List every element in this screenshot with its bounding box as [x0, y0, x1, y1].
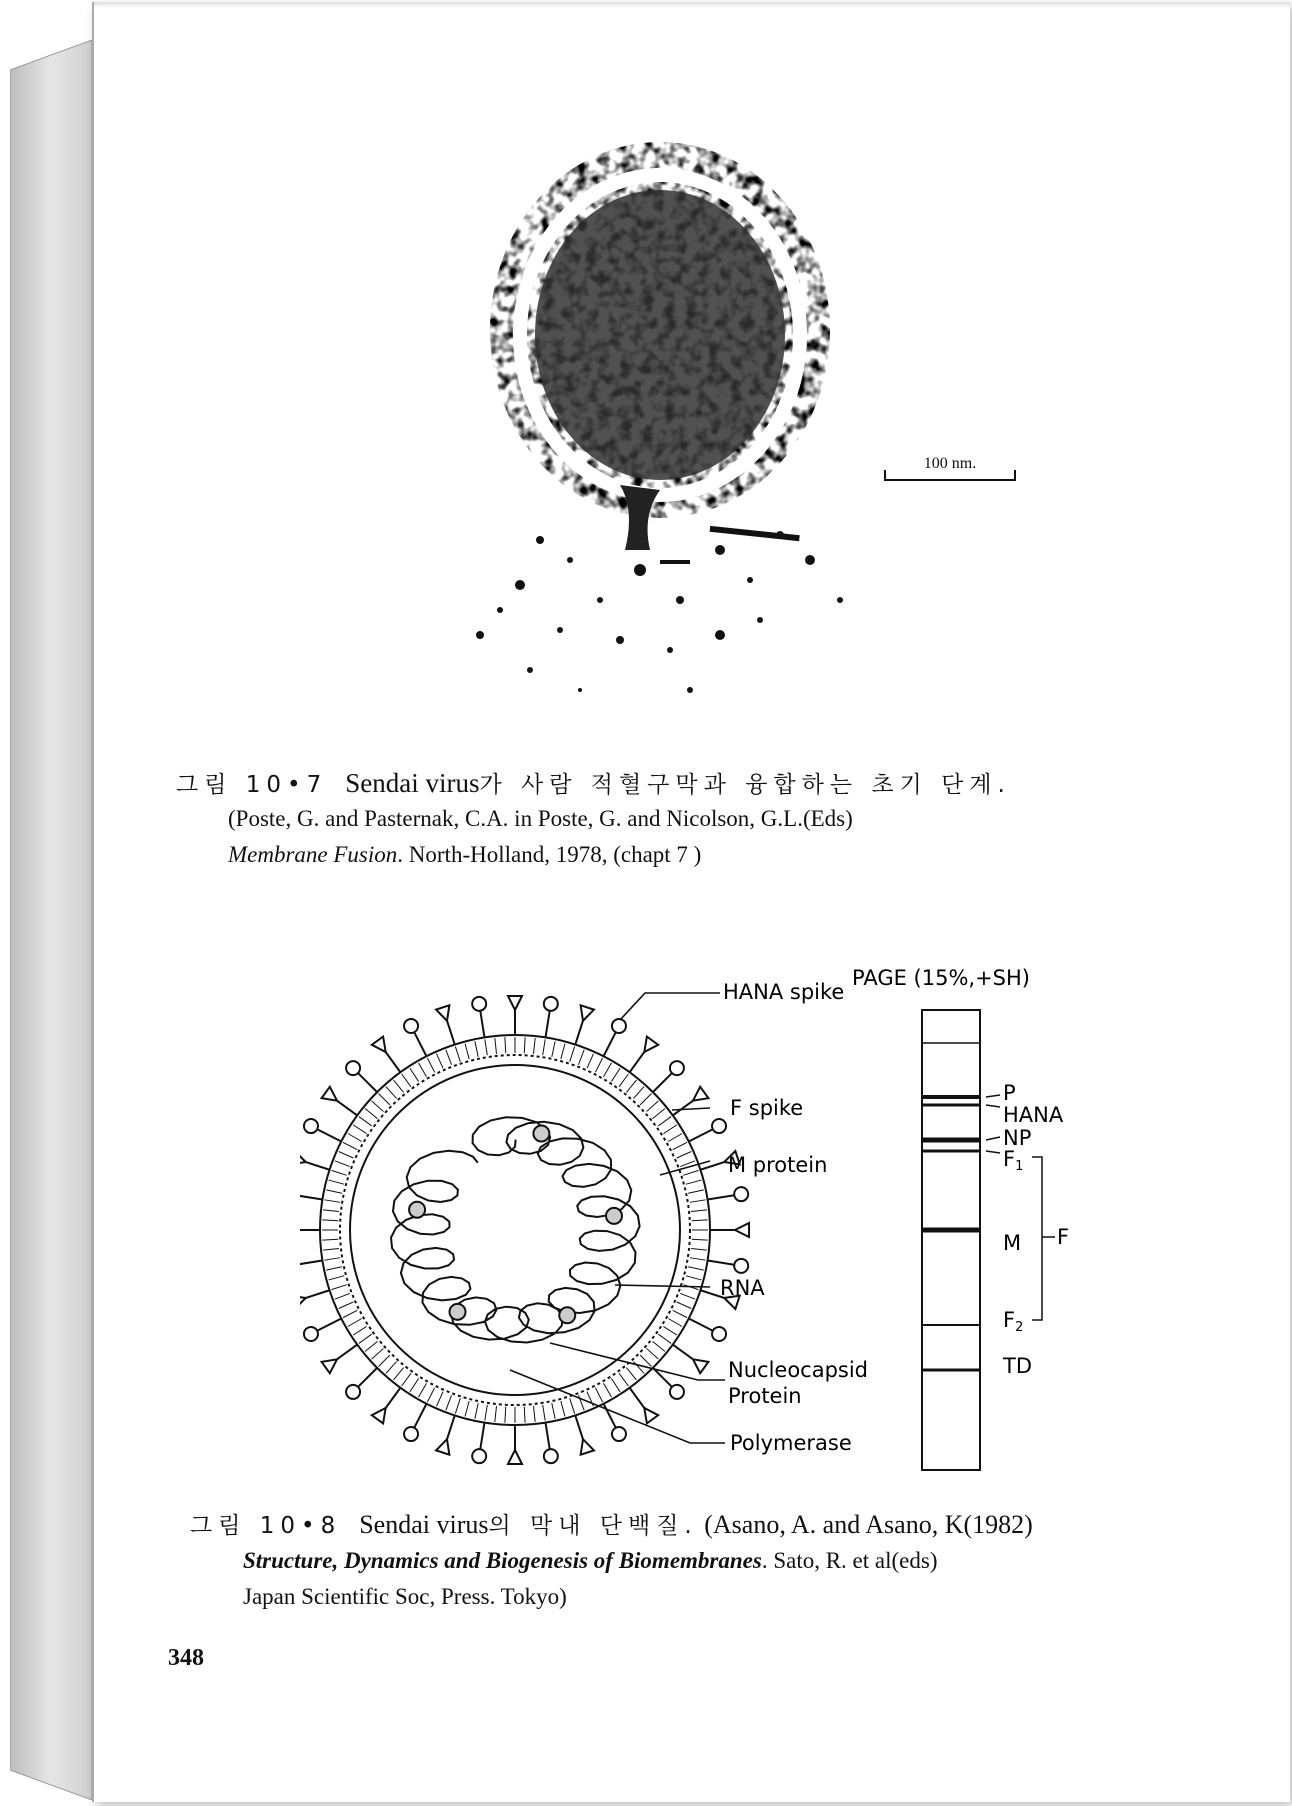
membrane-tick: [475, 1041, 478, 1057]
membrane-tick: [485, 1039, 488, 1055]
polymerase-unit: [409, 1202, 425, 1218]
sendai-virus-diagram: [300, 965, 1170, 1485]
membrane-tick: [495, 1406, 497, 1422]
spike-stem: [317, 1319, 341, 1331]
membrane-tick: [692, 1220, 708, 1221]
membrane-tick: [348, 1134, 362, 1142]
spike-stem: [480, 1423, 484, 1450]
spike-stem: [317, 1129, 341, 1141]
membrane-tick: [339, 1151, 354, 1158]
membrane-tick: [683, 1170, 698, 1175]
spike-stem: [653, 1073, 672, 1092]
membrane-tick: [658, 1334, 671, 1343]
membrane-tick: [359, 1117, 372, 1126]
membrane-tick: [455, 1398, 460, 1413]
membrane-tick: [329, 1276, 344, 1280]
membrane-tick: [690, 1258, 706, 1261]
membrane-tick: [353, 1326, 366, 1335]
f-spike-head: [581, 1005, 594, 1020]
membrane-tick: [324, 1200, 340, 1203]
membrane-tick: [658, 1117, 671, 1126]
spike-stem: [358, 1073, 377, 1092]
membrane-tick: [436, 1054, 443, 1069]
f-spike-head: [644, 1037, 658, 1052]
figure1-reference-line1: (Poste, G. and Pasternak, C.A. in Poste, G. and Nicolson, G.L.(Eds): [228, 806, 853, 831]
membrane-tick: [653, 1341, 665, 1351]
membrane-tick: [335, 1293, 350, 1299]
membrane-tick: [329, 1180, 344, 1184]
hana-spike-head: [544, 1449, 558, 1463]
figure1-book-title: Membrane Fusion: [228, 842, 398, 867]
membrane-tick: [465, 1401, 469, 1416]
membrane-tick: [647, 1348, 659, 1359]
outer-membrane: [320, 1035, 710, 1425]
f-spike-head: [508, 1450, 522, 1464]
membrane-tick: [570, 1398, 575, 1413]
figure2-book-title: Structure, Dynamics and Biogenesis of Biomembranes: [243, 1548, 762, 1573]
hana-spike-head: [712, 1119, 726, 1133]
hana-spike-head: [304, 1327, 318, 1341]
membrane-tick: [626, 1080, 636, 1092]
membrane-tick: [505, 1037, 506, 1053]
membrane-tick: [640, 1355, 651, 1366]
figure2-label: 그림 10•8: [190, 1513, 342, 1539]
membrane-tick: [578, 1050, 584, 1065]
membrane-tick: [402, 1074, 411, 1087]
membrane-tick: [688, 1267, 704, 1270]
band-label-f2: F2: [1003, 1308, 1024, 1335]
membrane-tick: [633, 1362, 644, 1374]
hana-spike-head: [346, 1061, 360, 1075]
f-spike-head: [436, 1439, 449, 1454]
membrane-tick: [570, 1046, 575, 1061]
f-spike-head: [322, 1087, 337, 1101]
nucleocapsid-helix: [391, 1117, 640, 1342]
spike-stem: [604, 1032, 616, 1056]
hana-spike-head: [670, 1061, 684, 1075]
membrane-tick: [331, 1285, 346, 1290]
membrane-tick: [688, 1190, 704, 1193]
membrane-tick: [690, 1200, 706, 1203]
membrane-tick: [604, 1063, 612, 1077]
polymerase-unit: [559, 1307, 575, 1323]
figure2-reference-rest: . Sato, R. et al(eds): [761, 1548, 938, 1573]
spike-stem: [546, 1423, 550, 1450]
spike-stem: [689, 1129, 713, 1141]
membrane-tick: [339, 1302, 354, 1309]
membrane-tick: [626, 1368, 636, 1380]
band-label-p: P: [1003, 1081, 1016, 1105]
label-rna: RNA: [720, 1276, 765, 1300]
spike-stem: [358, 1368, 377, 1387]
membrane-tick: [680, 1293, 695, 1299]
membrane-tick: [561, 1401, 565, 1416]
membrane-tick: [386, 1362, 397, 1374]
spike-stem: [708, 1261, 735, 1265]
membrane-tick: [386, 1087, 397, 1099]
label-polymerase: Polymerase: [730, 1431, 852, 1455]
label-nucleocapsid: Nucleocapsid: [728, 1358, 869, 1382]
polymerase-unit: [606, 1208, 622, 1224]
spike-stem: [414, 1032, 426, 1056]
membrane-tick: [543, 1405, 546, 1421]
membrane-tick: [324, 1258, 340, 1261]
membrane-tick: [410, 1068, 419, 1081]
spike-stem: [300, 1195, 322, 1199]
hana-spike-head: [346, 1385, 360, 1399]
figure1-caption-ko: 가 사람 적혈구막과 융합하는 초기 단계.: [479, 772, 1011, 798]
membrane-tick: [611, 1378, 620, 1391]
spike-stem: [689, 1319, 713, 1331]
membrane-tick: [691, 1210, 707, 1212]
membrane-tick: [394, 1080, 404, 1092]
membrane-tick: [465, 1044, 469, 1059]
membrane-tick: [653, 1109, 665, 1119]
membrane-tick: [427, 1058, 434, 1072]
membrane-tick: [359, 1334, 372, 1343]
band-label-f1: F1: [1003, 1147, 1024, 1174]
membrane-tick: [402, 1373, 411, 1386]
hana-spike-head: [712, 1327, 726, 1341]
membrane-tick: [686, 1180, 701, 1184]
membrane-tick: [348, 1319, 362, 1327]
membrane-tick: [326, 1267, 342, 1270]
spike-stem: [414, 1404, 426, 1428]
membrane-tick: [326, 1190, 342, 1193]
membrane-tick: [524, 1407, 525, 1423]
membrane-tick: [372, 1348, 384, 1359]
membrane-tick: [633, 1087, 644, 1099]
membrane-tick: [611, 1068, 620, 1081]
micrograph-figure: [420, 130, 1040, 750]
membrane-tick: [335, 1161, 350, 1167]
figure2-caption-en: Sendai virus: [359, 1510, 489, 1539]
band-label-hana: HANA: [1003, 1103, 1064, 1127]
figure1-label: 그림 10•7: [176, 772, 328, 798]
hana-spike-head: [404, 1019, 418, 1033]
membrane-tick: [619, 1373, 628, 1386]
membrane-tick: [663, 1125, 676, 1134]
hana-spike-head: [544, 997, 558, 1011]
band-label-m: M: [1003, 1231, 1022, 1255]
membrane-tick: [446, 1395, 452, 1410]
membrane-tick: [668, 1319, 682, 1327]
figure2-caption-ref: (Asano, A. and Asano, K(1982): [704, 1510, 1033, 1539]
f-spike-head: [322, 1359, 337, 1373]
polymerase-unit: [449, 1304, 465, 1320]
membrane-tick: [587, 1054, 594, 1069]
f-spike-head: [735, 1223, 749, 1237]
f-spike-head: [300, 1296, 306, 1309]
page-top-edge: [94, 2, 1290, 8]
spike-stem: [604, 1404, 616, 1428]
spike-stem: [708, 1195, 735, 1199]
membrane-tick: [475, 1403, 478, 1419]
membrane-tick: [619, 1074, 628, 1087]
figure1-reference-line2: [228, 838, 701, 872]
membrane-tick: [419, 1063, 427, 1077]
membrane-tick: [343, 1310, 357, 1317]
hana-spike-head: [472, 997, 486, 1011]
f-spike-head: [693, 1087, 708, 1101]
gel-title: PAGE (15%,+SH): [852, 966, 1030, 990]
membrane-tick: [446, 1050, 452, 1065]
membrane-tick: [663, 1326, 676, 1335]
membrane-tick: [534, 1406, 536, 1422]
hana-spike-head: [734, 1259, 748, 1273]
polymerase-unit: [533, 1126, 549, 1142]
membrane-tick: [561, 1044, 565, 1059]
membrane-tick: [505, 1407, 506, 1423]
hana-spike-head: [304, 1119, 318, 1133]
virus-core: [535, 190, 785, 480]
membrane-tick: [691, 1249, 707, 1251]
label-m-protein: M protein: [728, 1153, 828, 1177]
membrane-tick: [379, 1094, 390, 1105]
hana-spike-head: [612, 1019, 626, 1033]
f-spike-head: [644, 1408, 658, 1423]
band-label-f-group: F: [1057, 1225, 1070, 1249]
band-label-td: TD: [1003, 1354, 1032, 1378]
membrane-tick: [552, 1403, 555, 1419]
spike-stem: [546, 1011, 550, 1038]
membrane-tick: [379, 1355, 390, 1366]
membrane-tick: [485, 1405, 488, 1421]
f-spike-head: [300, 1151, 306, 1164]
membrane-tick: [640, 1094, 651, 1105]
membrane-tick: [686, 1276, 701, 1280]
f-spike-head: [372, 1037, 386, 1052]
virion-drawing: [300, 996, 749, 1464]
f-spike-head: [693, 1359, 708, 1373]
figure1-caption: [176, 766, 1011, 802]
f-spike-head: [581, 1439, 594, 1454]
membrane-tick: [673, 1142, 687, 1149]
membrane-tick: [322, 1220, 338, 1221]
membrane-tick: [677, 1302, 692, 1309]
hana-spike-head: [734, 1187, 748, 1201]
hana-spike-head: [404, 1427, 418, 1441]
membrane-debris: [476, 526, 843, 693]
spike-stem: [300, 1261, 322, 1265]
f-spike-head: [372, 1408, 386, 1423]
membrane-tick: [595, 1388, 602, 1402]
membrane-tick: [673, 1310, 687, 1317]
membrane-tick: [495, 1038, 497, 1054]
membrane-tick: [419, 1383, 427, 1397]
label-hana-spike: HANA spike: [723, 980, 845, 1004]
page-number: 348: [168, 1645, 204, 1671]
figure1-caption-en: Sendai virus: [345, 768, 480, 798]
membrane-tick: [595, 1058, 602, 1072]
membrane-tick: [455, 1046, 460, 1061]
m-protein-layer: [350, 1065, 680, 1395]
membrane-tick: [365, 1341, 377, 1351]
figure2-caption: [190, 1508, 1033, 1543]
membrane-tick: [677, 1151, 692, 1158]
rna-coil: [391, 1117, 640, 1342]
gel-lane: [922, 1010, 980, 1470]
membrane-tick: [534, 1038, 536, 1054]
membrane-tick: [353, 1125, 366, 1134]
figure2-caption-ko: 의 막내 단백질.: [488, 1513, 698, 1539]
membrane-tick: [322, 1239, 338, 1240]
membrane-tick: [323, 1249, 339, 1251]
membrane-tick: [668, 1134, 682, 1142]
scale-bar: [885, 455, 1015, 480]
membrane-tick: [331, 1170, 346, 1175]
f-spike-head: [508, 996, 522, 1010]
membrane-tick: [365, 1109, 377, 1119]
hana-spike-head: [472, 1449, 486, 1463]
f-spike-head: [436, 1005, 449, 1020]
label-f-spike: F spike: [730, 1096, 804, 1120]
membrane-tick: [647, 1101, 659, 1112]
membrane-tick: [543, 1039, 546, 1055]
figure2-reference-line1: [243, 1544, 937, 1578]
spike-stem: [480, 1011, 484, 1038]
membrane-tick: [524, 1037, 525, 1053]
membrane-tick: [343, 1142, 357, 1149]
membrane-tick: [410, 1378, 419, 1391]
membrane-tick: [323, 1210, 339, 1212]
figure1-reference-rest: . North-Holland, 1978, (chapt 7 ): [397, 842, 702, 867]
hana-spike-head: [670, 1385, 684, 1399]
membrane-tick: [436, 1392, 443, 1407]
label-protein: Protein: [728, 1384, 802, 1408]
figure2-reference-line3: Japan Scientific Soc, Press. Tokyo): [243, 1584, 567, 1609]
membrane-tick: [427, 1388, 434, 1402]
book-spine: [10, 40, 92, 1800]
membrane-tick: [552, 1041, 555, 1057]
membrane-tick: [394, 1368, 404, 1380]
membrane-tick: [692, 1239, 708, 1240]
membrane-tick: [604, 1383, 612, 1397]
band-label-np: NP: [1003, 1126, 1032, 1150]
hana-spike-head: [612, 1427, 626, 1441]
scale-bar-label: 100 nm.: [923, 455, 977, 472]
membrane-tick: [372, 1101, 384, 1112]
